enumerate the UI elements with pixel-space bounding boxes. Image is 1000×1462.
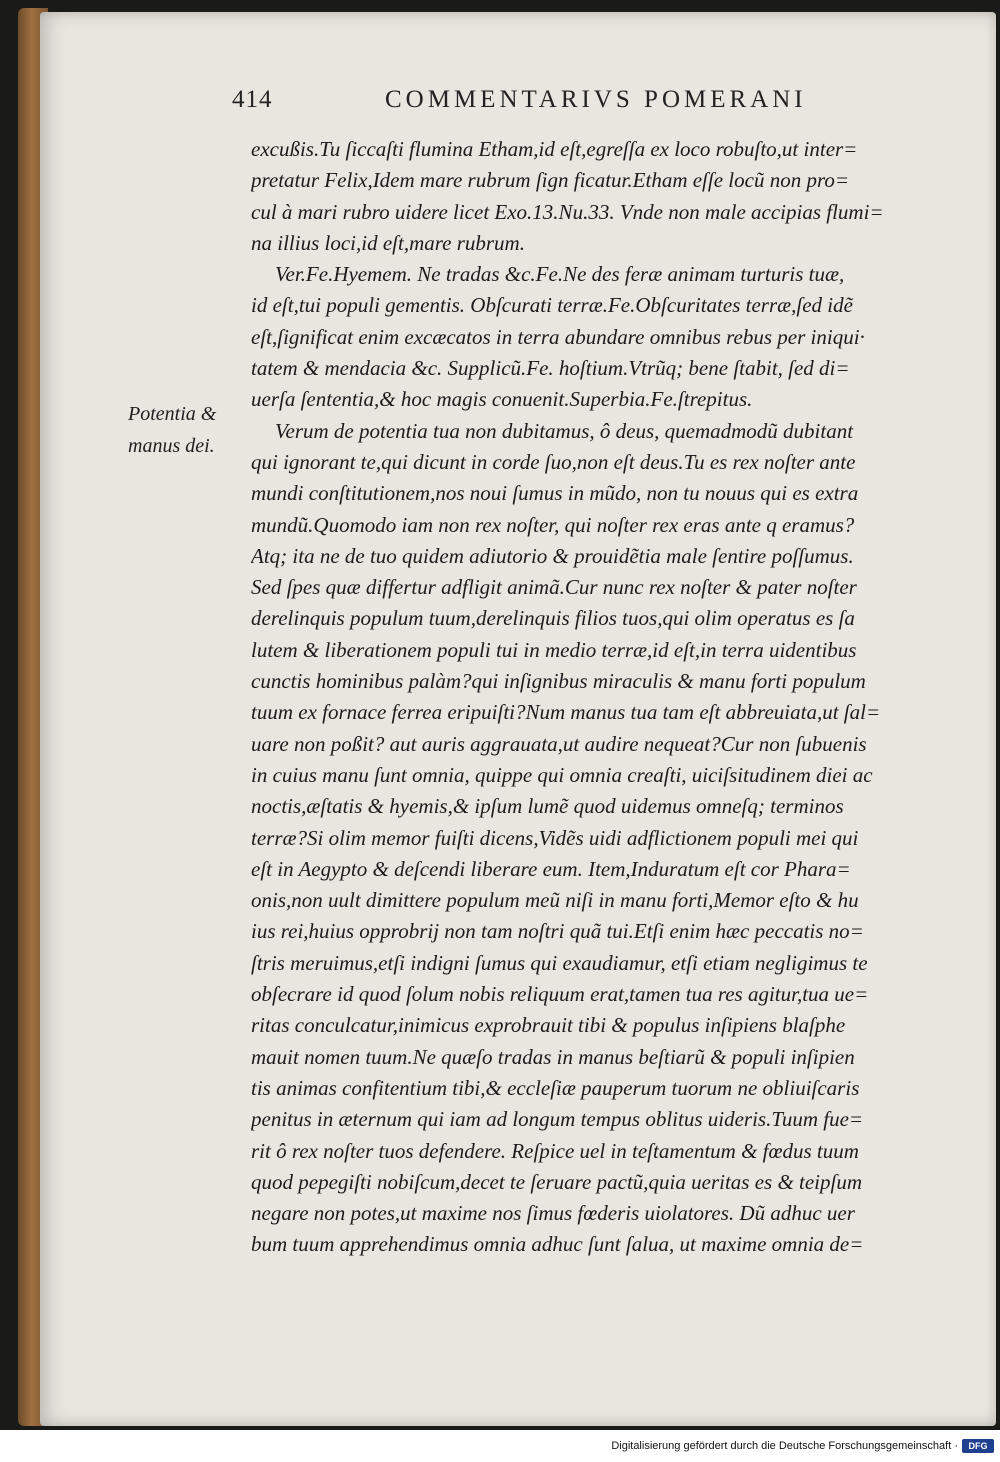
- text-line: bum tuum apprehendimus omnia adhuc ſunt ſalua, ut maxime omnia de=: [251, 1232, 864, 1257]
- text-line: tatem & mendacia &c. Supplicũ.Fe. hoſtium.Vtrũq; bene ſtabit, ſed di=: [251, 356, 850, 381]
- text-line: qui ignorant te,qui dicunt in corde ſuo,non eſt deus.Tu es rex noſter ante: [251, 449, 856, 474]
- text-line: mundi conſtitutionem,nos noui ſumus in mũdo, non tu nouus qui es extra: [251, 481, 859, 506]
- text-line: cul à mari rubro uidere licet Exo.13.Nu.33. Vnde non male accipias flumi=: [251, 199, 884, 224]
- text-line: rit ô rex noſter tuos defendere. Reſpice uel in teſtamentum & fœdus tuum: [251, 1138, 859, 1163]
- text-line: id eſt,tui populi gementis. Obſcurati terræ.Fe.Obſcuritates terræ,ſed idẽ: [251, 293, 853, 318]
- text-line: excußis.Tu ſiccaſti flumina Etham,id eſt,egreſſa ex loco robuſto,ut inter=: [251, 137, 858, 161]
- dfg-logo-icon: DFG: [962, 1439, 994, 1453]
- text-line: quod pepegiſti nobiſcum,decet te ſeruare pactũ,quia ueritas es & teipſum: [251, 1169, 863, 1194]
- text-line: eſt,ſignificat enim excæcatos in terra abundare omnibus rebus per iniqui·: [251, 324, 865, 349]
- body-text: [251, 134, 941, 1261]
- text-line: ſtris meruimus,etſi indigni ſumus qui exaudiamur, etſi etiam negligimus te: [251, 950, 868, 975]
- footer-bar: [0, 1430, 1000, 1462]
- text-line: obſecrare id quod ſolum nobis reliquum erat,tamen tua res agitur,tua ue=: [251, 982, 869, 1007]
- digitization-credit: Digitalisierung gefördert durch die Deutsche Forschungsgemeinschaft ·: [611, 1440, 958, 1452]
- text-line: na illius loci,id eſt,mare rubrum.: [251, 230, 525, 255]
- text-line: ritas conculcatur,inimicus exprobrauit tibi & populus inſipiens blaſphe: [251, 1013, 846, 1038]
- text-line: penitus in æternum qui iam ad longum tempus oblitus uideris.Tuum fue=: [251, 1107, 864, 1132]
- text-line: ius rei,huius opprobrij non tam noſtri quã tui.Etſi enim hæc peccatis no=: [251, 919, 864, 944]
- text-line: lutem & liberationem populi tui in medio terræ,id eſt,in terra uidentibus: [251, 637, 857, 662]
- text-line: Sed ſpes quæ differtur adfligit animã.Cur nunc rex noſter & pater noſter: [251, 575, 857, 600]
- text-line: noctis,æſtatis & hyemis,& ipſum lumẽ quod uidemus omneſq; terminos: [251, 794, 844, 819]
- running-title: COMMENTARIVS POMERANI: [385, 86, 807, 113]
- text-line: pretatur Felix,Idem mare rubrum ſign ficatur.Etham eſſe locũ non pro=: [251, 168, 850, 193]
- running-head: [192, 86, 840, 126]
- text-line: cunctis hominibus palàm?qui inſignibus miraculis & manu forti populum: [251, 669, 866, 694]
- text-line: mauit nomen tuum.Ne quæſo tradas in manus beſtiarũ & populi inſipien: [251, 1044, 855, 1069]
- text-line: negare non potes,ut maxime nos ſimus fœderis uiolatores. Dũ adhuc uer: [251, 1201, 855, 1226]
- text-line: derelinquis populum tuum,derelinquis filios tuos,qui olim operatus es ſa: [251, 606, 855, 631]
- text-line: eſt in Aegypto & deſcendi liberare eum. Item,Induratum eſt cor Phara=: [251, 856, 851, 881]
- text-line: uerſa ſententia,& hoc magis conuenit.Superbia.Fe.ſtrepitus.: [251, 387, 753, 412]
- text-line: Verum de potentia tua non dubitamus, ô deus, quemadmodũ dubitant: [275, 418, 854, 443]
- text-line: Atq; ita ne de tuo quidem adiutorio & prouidẽtia male ſentire poſſumus.: [251, 543, 854, 568]
- text-line: terræ?Si olim memor fuiſti dicens,Vidẽs uidi adflictionem populi mei qui: [251, 825, 859, 850]
- marginal-note-line: manus dei.: [128, 435, 215, 457]
- text-line: uare non poßit? aut auris aggrauata,ut audire nequeat?Cur non ſubuenis: [251, 731, 867, 756]
- text-line: onis,non uult dimittere populum meũ niſi in manu forti,Memor eſto & hu: [251, 888, 859, 913]
- text-line: Ver.Fe.Hyemem. Ne tradas &c.Fe.Ne des feræ animam turturis tuæ,: [275, 262, 845, 287]
- text-line: mundũ.Quomodo iam non rex noſter, qui noſter rex eras ante q eramus?: [251, 512, 855, 537]
- text-line: tis animas confitentium tibi,& eccleſiæ pauperum tuorum ne obliuiſcaris: [251, 1075, 860, 1100]
- text-line: in cuius manu ſunt omnia, quippe qui omnia creaſti, uiciſsitudinem diei ac: [251, 762, 873, 787]
- marginal-note-line: Potentia &: [128, 403, 217, 425]
- text-line: tuum ex fornace ferrea eripuiſti?Num manus tua tam eſt abbreuiata,ut ſal=: [251, 700, 881, 725]
- page-number: 414: [232, 86, 273, 113]
